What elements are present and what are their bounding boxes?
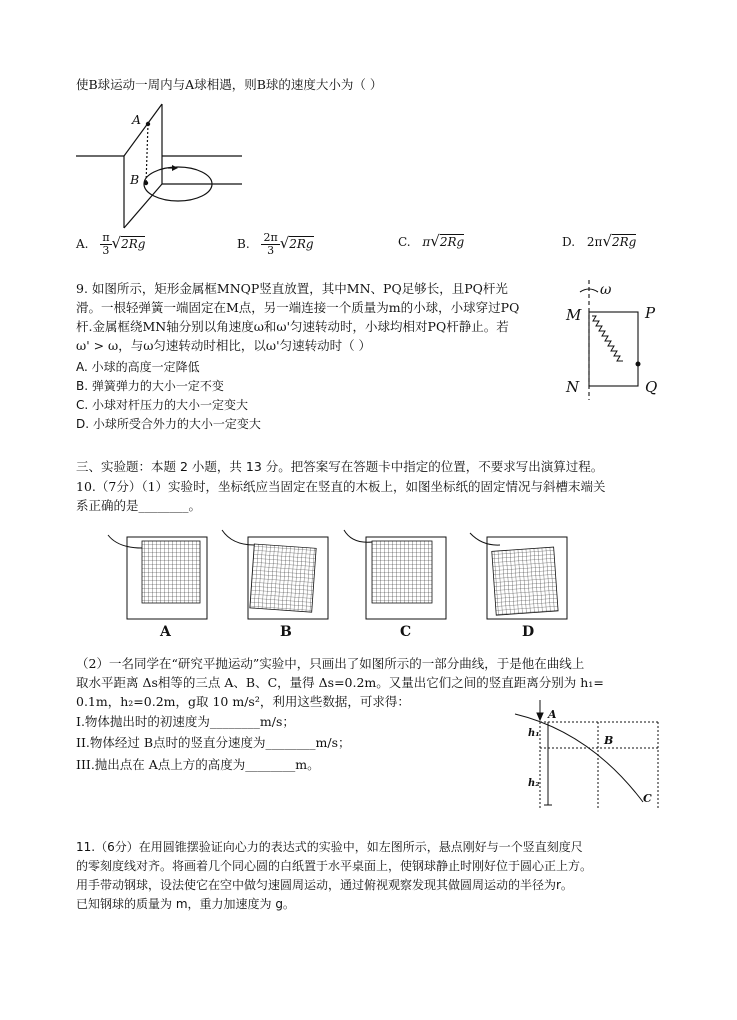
q8-option-c: C. π√2Rg [398, 232, 465, 250]
q9-label-m: M [566, 306, 582, 324]
q8-option-d: D. 2π√2Rg [562, 232, 637, 250]
q8-label-a: A [132, 112, 142, 127]
section-3-title: 三、实验题：本题 2 小题，共 13 分。把答案写在答题卡中指定的位置，不要求写出演算过程。 [76, 459, 604, 474]
q11-line-4: 已知钢球的质量为 m，重力加速度为 g。 [76, 897, 295, 911]
q9-option-a: A. 小球的高度一定降低 [76, 360, 200, 374]
q10-label-b: B [280, 624, 292, 640]
q9-line-1: 9. 如图所示，矩形金属框MNQP竖直放置，其中MN、PQ足够长，且PQ杆光 [76, 281, 508, 296]
q9-option-c: C. 小球对杆压力的大小一定变大 [76, 398, 249, 412]
q9-label-q: Q [645, 378, 658, 396]
q8-label-b: B [130, 172, 140, 187]
q10-answer-2: II.物体经过 B点时的竖直分速度为________m/s； [76, 735, 351, 750]
q11-line-3: 用手带动钢球，设法使它在空中做匀速圆周运动，通过俯视观察发现其做圆周运动的半径为r。 [76, 878, 573, 892]
q11-line-2: 的零刻度线对齐。将画着几个同心圆的白纸置于水平桌面上，使钢球静止时刚好位于圆心正上方。 [76, 859, 593, 873]
q10-curve-label-h1: h₁ [528, 728, 540, 739]
q10-curve-label-a: A [548, 708, 557, 721]
q10-answer-1: I.物体抛出时的初速度为________m/s； [76, 714, 295, 729]
q10-part2-line-2: 取水平距离 Δs相等的三点 A、B、C，量得 Δs=0.2m。又量出它们之间的竖直距离分别为 h₁= [76, 675, 604, 690]
q9-label-n: N [566, 378, 580, 396]
q10-curve-label-h2: h₂ [528, 778, 540, 789]
q8-option-a: A. $\frac{\pi}{3}$ √2Rg [76, 231, 146, 257]
q10-curve-label-c: C [643, 792, 652, 805]
q8-option-b: B. $\frac{2\pi}{3}$ √2Rg [237, 231, 314, 257]
q10-answer-3: III.抛出点在 A点上方的高度为________m。 [76, 757, 320, 772]
q9-option-b: B. 弹簧弹力的大小一定不变 [76, 379, 224, 393]
q10-label-d: D [522, 624, 535, 640]
q9-label-omega: ω [600, 282, 612, 298]
q8-stem: 使B球运动一周内与A球相遇，则B球的速度大小为（ ） [76, 77, 383, 92]
q10-label-a: A [160, 624, 171, 640]
q10-line-1: 10.（7分）（1）实验时，坐标纸应当固定在竖直的木板上，如图坐标纸的固定情况与斜槽末端关 [76, 479, 606, 494]
q9-line-2: 滑。一根轻弹簧一端固定在M点，另一端连接一个质量为m的小球，小球穿过PQ [76, 300, 520, 315]
q10-part2-line-3: 0.1m，h₂=0.2m，g取 10 m/s²，利用这些数据，可求得： [76, 694, 410, 709]
q9-option-d: D. 小球所受合外力的大小一定变大 [76, 417, 261, 431]
q10-line-2: 系正确的是________。 [76, 498, 202, 513]
q11-line-1: 11.（6分）在用圆锥摆验证向心力的表达式的实验中，如左图所示，悬点刚好与一个竖直刻度尺 [76, 840, 583, 854]
q10-label-c: C [400, 624, 412, 640]
q10-part2-line-1: （2）一名同学在“研究平抛运动”实验中，只画出了如图所示的一部分曲线，于是他在曲线上 [76, 656, 585, 671]
q9-label-p: P [645, 304, 656, 322]
q10-curve-label-b: B [604, 734, 614, 747]
q9-line-4: ω' > ω，与ω匀速转动时相比，以ω'匀速转动时（ ） [76, 338, 372, 353]
q9-line-3: 杆.金属框绕MN轴分别以角速度ω和ω'匀速转动时，小球均相对PQ杆静止。若 [76, 319, 509, 334]
